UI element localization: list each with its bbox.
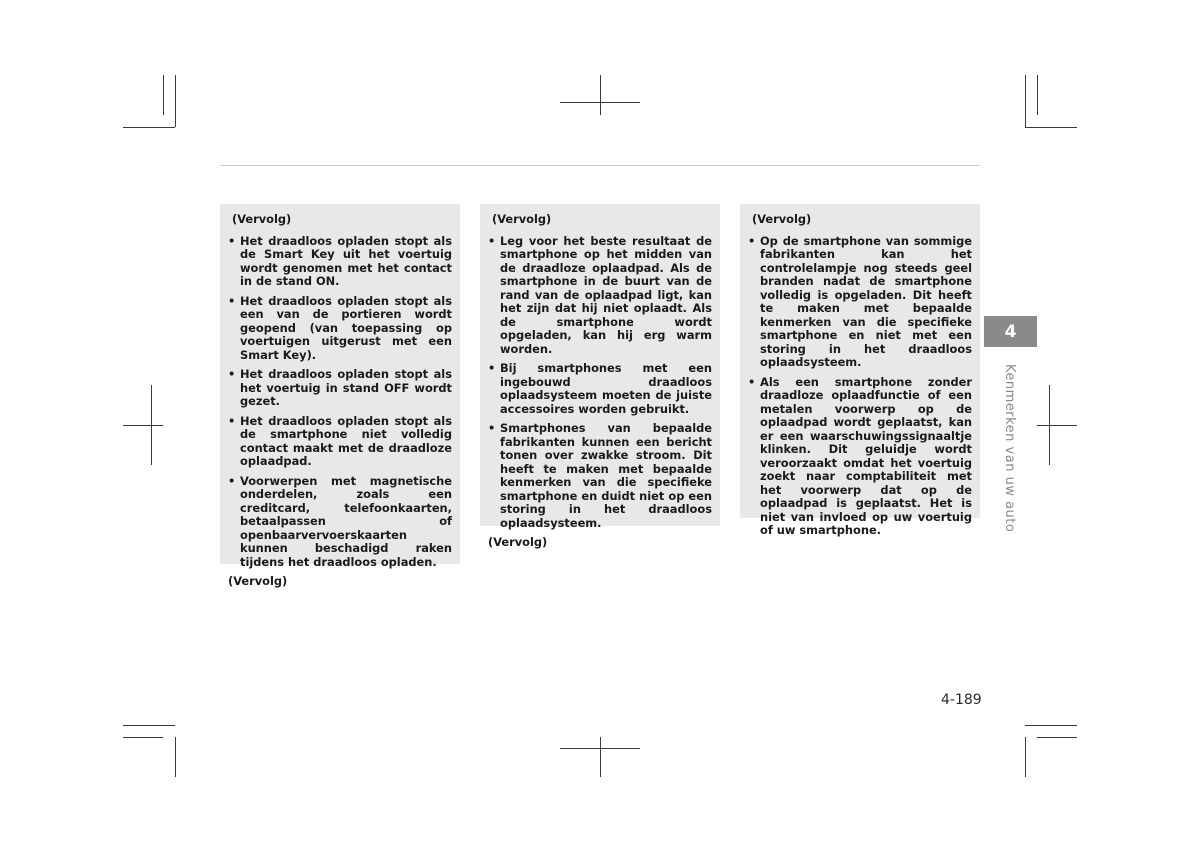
list-item: • Het draadloos opladen stopt als het voertuig in stand OFF wordt gezet.: [228, 367, 452, 408]
crop-mark: [1025, 75, 1026, 127]
bullet-icon: •: [488, 421, 496, 435]
info-column-2: [480, 204, 720, 549]
bullet-icon: •: [488, 361, 496, 375]
list-item: • Als een smartphone zonder draadloze oplaadfunctie of een metalen voorwerp op de oplaadpad wordt geplaatst, kan er een waarschuwingssignaaltje klinken. Dit geluidje wordt veroorzaakt omdat het voertuig zoekt naar comptabiliteit met het voorwerp dat op de oplaadpad is geplaatst. Het is niet van invloed op uw voertuig of uw smartphone.: [748, 374, 972, 537]
registration-mark: [600, 737, 601, 777]
list-item: • Smartphones van bepaalde fabrikanten kunnen een bericht tonen over zwakke stroom. Dit heeft te maken met bepaalde kenmerken van die specifieke smartphone en duidt niet op een storing in het draadloos oplaadsysteem.: [488, 421, 712, 530]
chapter-title: Kenmerken van uw auto: [1002, 364, 1017, 533]
crop-mark: [123, 737, 163, 738]
bullet-icon: •: [748, 233, 756, 248]
bullet-icon: •: [228, 367, 236, 381]
bullet-icon: •: [488, 233, 496, 248]
crop-mark: [175, 737, 176, 777]
crop-mark: [1025, 127, 1077, 128]
list-item: • Leg voor het beste resultaat de smartphone op het midden van de draadloze oplaadpad. Als de smartphone in de buurt van de rand van de oplaadpad ligt, kan het zijn dat hij niet oplaadt. Als de smartphone wordt opgeladen, kan hij erg warm worden.: [488, 233, 712, 356]
registration-mark: [151, 385, 152, 465]
bullet-list: [228, 235, 452, 570]
bullet-icon: •: [228, 413, 236, 428]
list-item: • Op de smartphone van sommige fabrikanten kan het controlelampje nog steeds geel branden nadat de smartphone volledig is opgeladen. Dit heeft te maken met bepaalde kenmerken van die specifieke smartphone en niet met een storing in het draadloos oplaadsysteem.: [748, 233, 972, 369]
continued-label: (Vervolg): [752, 212, 812, 226]
crop-mark: [1025, 725, 1077, 726]
list-item: • Het draadloos opladen stopt als de Smart Key uit het voertuig wordt genomen met het contact in de stand ON.: [228, 233, 452, 288]
crop-mark: [163, 75, 164, 115]
continued-label: (Vervolg): [228, 574, 288, 588]
continued-label: (Vervolg): [488, 535, 548, 549]
list-item: • Het draadloos opladen stopt als een van de portieren wordt geopend (van toepassing op voertuigen uitgerust met een Smart Key).: [228, 293, 452, 362]
bullet-icon: •: [228, 293, 236, 308]
continued-label: (Vervolg): [492, 212, 552, 226]
crop-mark: [1037, 75, 1038, 115]
crop-mark: [123, 725, 175, 726]
registration-mark: [600, 75, 601, 115]
info-column-3: [740, 204, 980, 537]
continued-label: (Vervolg): [232, 212, 292, 226]
registration-mark: [1049, 385, 1050, 465]
list-item: • Het draadloos opladen stopt als de smartphone niet volledig contact maakt met de draadloze oplaadpad.: [228, 413, 452, 468]
info-column-1: [220, 204, 460, 588]
registration-mark: [1037, 425, 1077, 426]
page-number: 4-189: [941, 692, 982, 708]
bullet-icon: •: [228, 473, 236, 488]
header-rule: [220, 165, 980, 166]
registration-mark: [123, 425, 163, 426]
crop-mark: [1025, 737, 1026, 777]
bullet-icon: •: [228, 233, 236, 248]
crop-mark: [1037, 737, 1077, 738]
crop-mark: [175, 75, 176, 127]
bullet-list: [488, 235, 712, 531]
bullet-icon: •: [748, 374, 756, 389]
chapter-number-tab: 4: [984, 316, 1037, 347]
list-item: • Voorwerpen met magnetische onderdelen, zoals een creditcard, telefoonkaarten, betaalpassen of openbaarvervoerskaarten kunnen beschadigd raken tijdens het draadloos opladen.: [228, 473, 452, 569]
bullet-list: [748, 235, 972, 538]
crop-mark: [123, 127, 175, 128]
list-item: • Bij smartphones met een ingebouwd draadloos oplaadsysteem moeten de juiste accessoires worden gebruikt.: [488, 361, 712, 416]
